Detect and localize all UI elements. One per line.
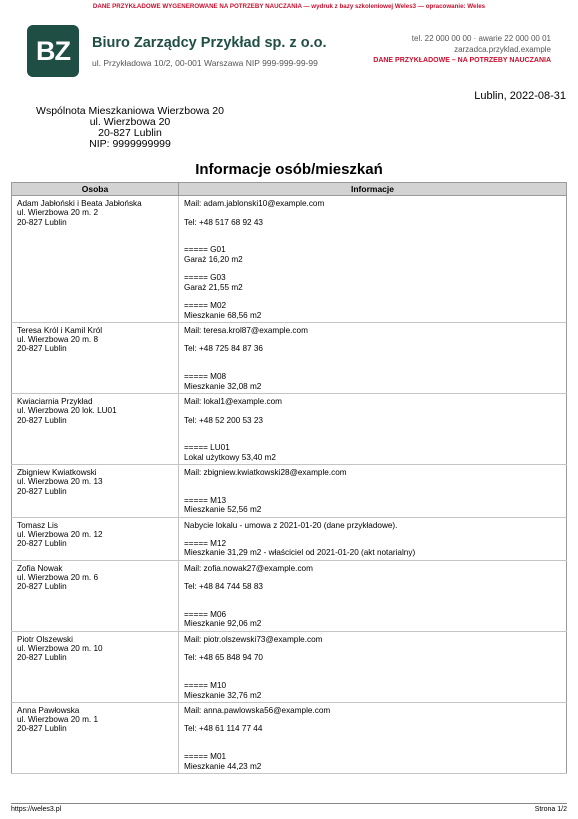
info-spacer (184, 434, 561, 443)
info-spacer (184, 363, 561, 372)
info-spacer (184, 477, 561, 486)
person-line: ul. Wierzbowa 20 m. 13 (17, 477, 103, 487)
person-cell (12, 631, 179, 702)
column-header-person: Osoba (12, 183, 179, 196)
person-line: ul. Wierzbowa 20 m. 10 (17, 644, 103, 654)
info-line: Tel: +48 517 68 92 43 (184, 217, 263, 227)
info-line: ===== M08 (184, 372, 227, 382)
table-row (12, 196, 567, 323)
info-spacer (184, 236, 561, 245)
info-spacer (184, 530, 561, 539)
person-cell (12, 322, 179, 393)
info-spacer (184, 264, 561, 273)
info-table (11, 182, 567, 774)
person-line: Piotr Olszewski (17, 634, 73, 644)
info-cell (179, 393, 567, 464)
info-spacer (184, 227, 561, 236)
person-cell (12, 465, 179, 517)
info-line: Garaż 16,20 m2 (184, 254, 243, 264)
company-logo: BZ (27, 25, 79, 77)
info-spacer (184, 335, 561, 344)
table-row (12, 393, 567, 464)
company-address: ul. Przykładowa 10/2, 00-001 Warszawa NIP 999-999-99-99 (92, 58, 318, 68)
table-row (12, 465, 567, 517)
info-spacer (184, 715, 561, 724)
info-line: Mieszkanie 92,06 m2 (184, 619, 262, 629)
page-number: Strona 1/2 (534, 806, 567, 813)
info-line: Tel: +48 725 84 87 36 (184, 344, 263, 354)
info-line: Mieszkanie 68,56 m2 (184, 310, 262, 320)
info-cell (179, 517, 567, 560)
info-line: Mieszkanie 32,76 m2 (184, 690, 262, 700)
info-cell (179, 631, 567, 702)
info-line: Mail: piotr.olszewski73@example.com (184, 634, 323, 644)
company-email: zarzadca.przyklad.example (454, 45, 551, 54)
person-cell (12, 393, 179, 464)
info-line: ===== M13 (184, 495, 227, 505)
page-title: Informacje osób/mieszkań (195, 161, 383, 178)
person-line: Teresa Król i Kamil Król (17, 325, 103, 335)
info-line: ===== M10 (184, 681, 227, 691)
person-cell (12, 517, 179, 560)
person-line: ul. Wierzbowa 20 m. 1 (17, 715, 98, 725)
person-line: 20-827 Lublin (17, 415, 67, 425)
table-row (12, 631, 567, 702)
info-spacer (184, 592, 561, 601)
person-line: ul. Wierzbowa 20 m. 2 (17, 208, 98, 218)
column-header-info: Informacje (179, 183, 567, 196)
info-spacer (184, 672, 561, 681)
person-line: Zbigniew Kwiatkowski (17, 468, 97, 478)
info-cell (179, 196, 567, 323)
recipient-city: 20-827 Lublin (98, 127, 162, 139)
person-cell (12, 196, 179, 323)
table-row (12, 517, 567, 560)
info-line: ===== M01 (184, 752, 227, 762)
person-line: 20-827 Lublin (17, 582, 67, 592)
info-cell (179, 560, 567, 631)
info-spacer (184, 644, 561, 653)
info-line: Garaż 21,55 m2 (184, 282, 243, 292)
recipient-street: ul. Wierzbowa 20 (89, 116, 171, 128)
info-line: Mieszkanie 52,56 m2 (184, 505, 262, 515)
table-body (12, 196, 567, 774)
company-phone: tel. 22 000 00 00 · awarie 22 000 00 01 (411, 34, 551, 43)
info-line: Mail: teresa.krol87@example.com (184, 325, 308, 335)
table-row (12, 560, 567, 631)
info-spacer (184, 663, 561, 672)
person-line: Adam Jabłoński i Beata Jabłońska (17, 199, 142, 208)
document-date: Lublin, 2022-08-31 (474, 90, 566, 102)
footer-url: https://weles3.pl (11, 806, 62, 813)
info-spacer (184, 743, 561, 752)
info-line: Lokal użytkowy 53,40 m2 (184, 452, 276, 462)
info-line: Mail: anna.pawlowska56@example.com (184, 705, 331, 715)
person-line: 20-827 Lublin (17, 486, 67, 496)
person-line: 20-827 Lublin (17, 653, 67, 663)
person-line: 20-827 Lublin (17, 217, 67, 227)
info-line: ===== M12 (184, 539, 227, 549)
person-line: ul. Wierzbowa 20 m. 12 (17, 529, 103, 539)
person-line: 20-827 Lublin (17, 724, 67, 734)
info-spacer (184, 573, 561, 582)
info-cell (179, 465, 567, 517)
info-line: ===== LU01 (184, 443, 230, 453)
info-line: ===== M06 (184, 610, 227, 620)
person-line: Anna Pawłowska (17, 705, 80, 715)
table-header-row (12, 183, 567, 196)
person-line: Zofia Nowak (17, 563, 63, 573)
info-spacer (184, 601, 561, 610)
company-contact (373, 33, 551, 66)
info-line: Mail: adam.jablonski10@example.com (184, 199, 325, 208)
info-spacer (184, 354, 561, 363)
info-spacer (184, 487, 561, 496)
info-spacer (184, 734, 561, 743)
footer-divider (11, 803, 567, 804)
info-line: Mieszkanie 32,08 m2 (184, 381, 262, 391)
person-line: ul. Wierzbowa 20 lok. LU01 (17, 406, 117, 416)
info-line: ===== G01 (184, 245, 226, 255)
person-line: Tomasz Lis (17, 520, 58, 530)
person-cell (12, 702, 179, 773)
person-cell (12, 560, 179, 631)
recipient-name: Wspólnota Mieszkaniowa Wierzbowa 20 (36, 105, 224, 117)
person-line: ul. Wierzbowa 20 m. 6 (17, 572, 98, 582)
info-line: Tel: +48 84 744 58 83 (184, 582, 263, 592)
info-line: Mieszkanie 31,29 m2 - właściciel od 2021-01-20 (akt notarialny) (184, 548, 416, 558)
person-line: ul. Wierzbowa 20 m. 8 (17, 335, 98, 345)
info-line: ===== M02 (184, 301, 227, 311)
info-line: Mail: lokal1@example.com (184, 396, 282, 406)
company-name: Biuro Zarządcy Przykład sp. z o.o. (92, 35, 327, 51)
table-row (12, 702, 567, 773)
table-row (12, 322, 567, 393)
info-line: Tel: +48 52 200 53 23 (184, 415, 263, 425)
person-line: Kwiaciarnia Przykład (17, 396, 93, 406)
info-spacer (184, 406, 561, 415)
info-line: Mieszkanie 44,23 m2 (184, 761, 262, 771)
info-spacer (184, 292, 561, 301)
recipient-nip: NIP: 9999999999 (89, 138, 171, 150)
recipient-block (30, 106, 230, 150)
info-line: Nabycie lokalu - umowa z 2021-01-20 (dane przykładowe). (184, 520, 398, 530)
person-line: 20-827 Lublin (17, 539, 67, 549)
info-cell (179, 702, 567, 773)
info-line: Mail: zofia.nowak27@example.com (184, 563, 313, 573)
top-banner: DANE PRZYKŁADOWE WYGENEROWANE NA POTRZEBY NAUCZANIA — wydruk z bazy szkoleniowej Weles3 — opracowanie: Weles (92, 3, 486, 10)
person-line: 20-827 Lublin (17, 344, 67, 354)
company-note: DANE PRZYKŁADOWE – NA POTRZEBY NAUCZANIA (373, 57, 551, 64)
info-line: ===== G03 (184, 273, 226, 283)
info-line: Tel: +48 61 114 77 44 (184, 724, 263, 734)
info-line: Mail: zbigniew.kwiatkowski28@example.com (184, 468, 347, 478)
info-cell (179, 322, 567, 393)
info-spacer (184, 208, 561, 217)
info-line: Tel: +48 65 848 94 70 (184, 653, 263, 663)
info-spacer (184, 425, 561, 434)
